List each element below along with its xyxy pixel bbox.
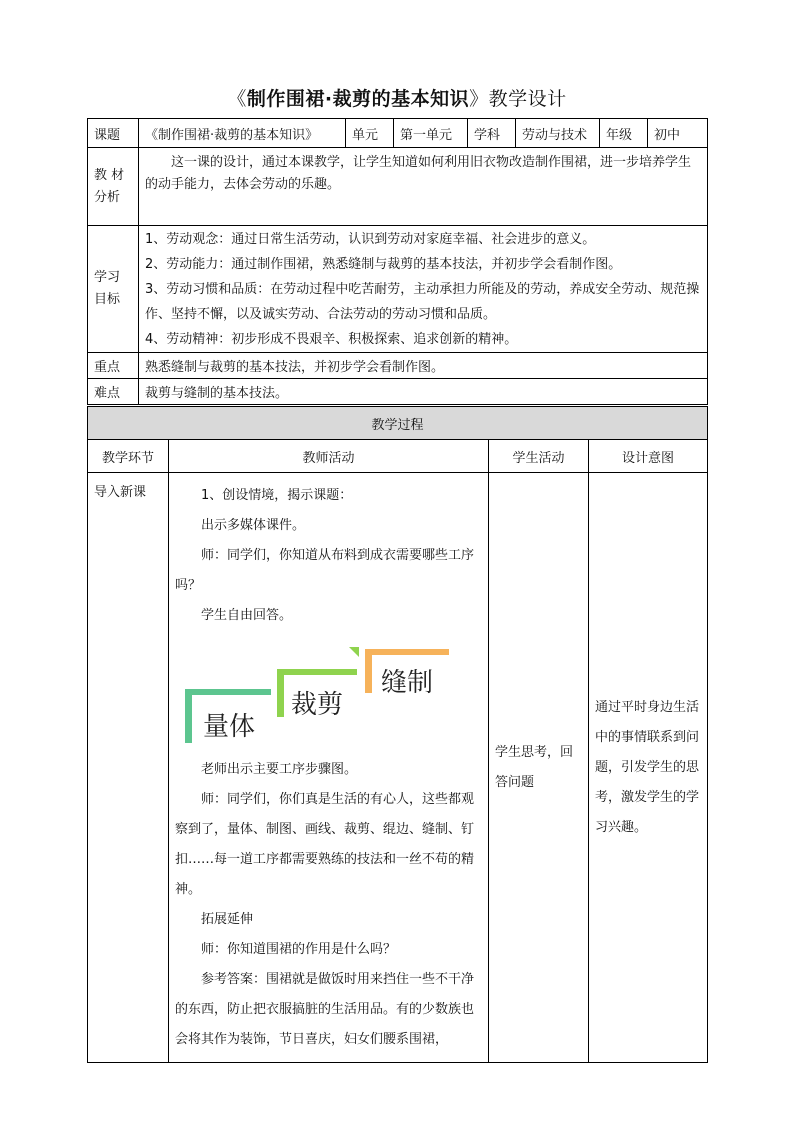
col-stage: 教学环节 (88, 440, 169, 473)
teacher-activity: 1、创设情境，揭示课题： 出示多媒体课件。 师：同学们，你知道从布料到成衣需要哪些工序吗？ 学生自由回答。 量体 裁剪 缝制 老师出示主要工序步骤图。 师：同学们，你们真是生活的有心人，这些都观察到了，量体、制图、画线、裁剪、绲边、缝制、钉扣……每一道工序都需要熟练的技法和一丝不苟的精神。 拓展延伸 师：你知道围裙的作用是什么吗？ 参考答案：围裙就是做饭时用来挡住一些不干净的东西，防止把衣服搞脏的生活用品。有的少数族也会将其作为装饰，节日喜庆，妇女们腰系围裙， (169, 473, 489, 1063)
subject-label: 学科 (468, 119, 516, 148)
col-intent: 设计意图 (589, 440, 708, 473)
grade-label: 年级 (600, 119, 648, 148)
key-row (88, 353, 708, 379)
process-row-intro (88, 473, 708, 1063)
step-cut (277, 647, 359, 720)
goal-item: 3、劳动习惯和品质：在劳动过程中吃苦耐劳，主动承担力所能及的劳动，养成安全劳动、规范操作、坚持不懈，以及诚实劳动、合法劳动的劳动习惯和品质。 (145, 281, 700, 322)
topic-row (88, 119, 708, 148)
step-measure (185, 689, 271, 743)
analysis-label: 教 材 分析 (88, 148, 139, 226)
title-bold: 制作围裙·裁剪的基本知识 (246, 88, 470, 110)
teaching-process-table (87, 406, 708, 1063)
difficulty-row (88, 379, 708, 405)
process-column-headers (88, 440, 708, 473)
goals-label: 学习 目标 (88, 226, 139, 353)
process-header: 教学过程 (88, 407, 708, 440)
goal-item: 4、劳动精神：初步形成不畏艰辛、积极探索、追求创新的精神。 (145, 331, 518, 347)
document-title: 《制作围裙·裁剪的基本知识》教学设计 (227, 88, 567, 110)
step-sew-label: 缝制 (381, 668, 434, 698)
grade-value: 初中 (648, 119, 708, 148)
topic-value: 《制作围裙·裁剪的基本知识》 (139, 119, 346, 148)
goal-item: 2、劳动能力：通过制作围裙，熟悉缝制与裁剪的基本技法，并初步学会看制作图。 (145, 256, 622, 272)
analysis-row (88, 148, 708, 226)
col-teacher: 教师活动 (169, 440, 489, 473)
col-student: 学生活动 (489, 440, 589, 473)
student-activity: 学生思考，回答问题 (489, 473, 589, 1063)
step-sew (365, 649, 449, 698)
stage-cell: 导入新课 (88, 473, 169, 1063)
difficulty-label: 难点 (88, 379, 139, 405)
step-measure-label: 量体 (203, 712, 256, 742)
step-cut-label: 裁剪 (291, 690, 344, 720)
analysis-text: 这一课的设计，通过本课教学，让学生知道如何利用旧衣物改造制作围裙，进一步培养学生的动手能力，去体会劳动的乐趣。 (139, 148, 708, 226)
design-intent: 通过平时身边生活中的事情联系到问题，引发学生的思考，激发学生的学习兴趣。 (589, 473, 708, 1063)
key-text: 熟悉缝制与裁剪的基本技法，并初步学会看制作图。 (139, 353, 708, 379)
goal-item: 1、劳动观念：通过日常生活劳动，认识到劳动对家庭幸福、社会进步的意义。 (145, 231, 596, 247)
topic-label: 课题 (88, 119, 139, 148)
goals-row (88, 226, 708, 353)
unit-value: 第一单元 (394, 119, 468, 148)
process-steps-diagram (181, 635, 471, 753)
lesson-info-table (87, 118, 708, 405)
goals-list (139, 226, 708, 353)
difficulty-text: 裁剪与缝制的基本技法。 (139, 379, 708, 405)
step-cut-arrow (349, 647, 359, 657)
key-label: 重点 (88, 353, 139, 379)
subject-value: 劳动与技术 (516, 119, 600, 148)
process-header-row (88, 407, 708, 440)
unit-label: 单元 (346, 119, 394, 148)
